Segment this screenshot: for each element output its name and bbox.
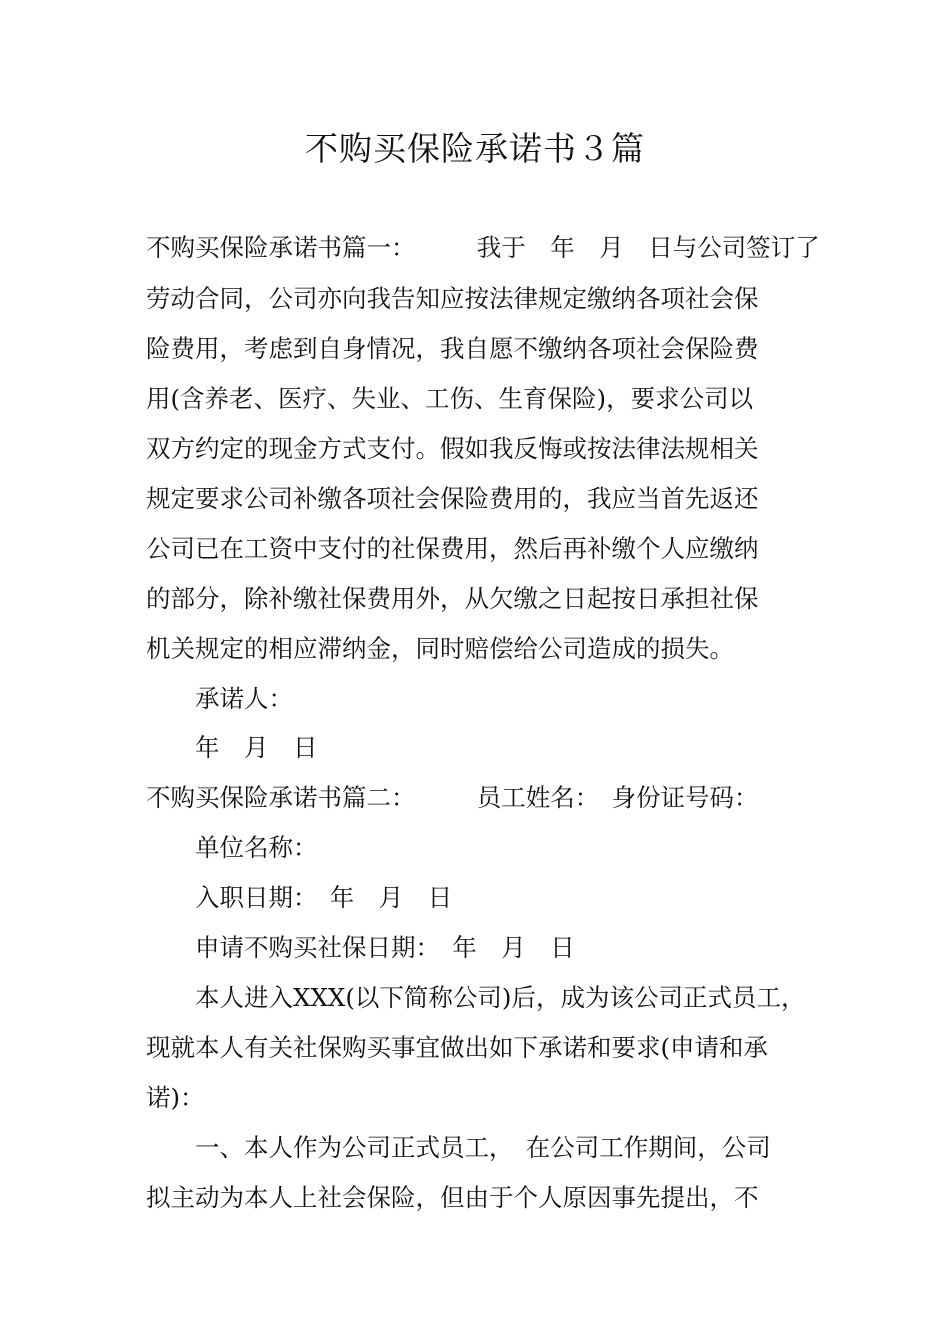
text-line: 本人进入XXX(以下简称公司)后，成为该公司正式员工， bbox=[195, 983, 806, 1012]
text-line: 公司已在工资中支付的社保费用，然后再补缴个人应缴纳 bbox=[146, 534, 759, 563]
company-name-label: 单位名称： bbox=[195, 833, 318, 862]
text-line: 一、本人作为公司正式员工， 在公司工作期间，公司 bbox=[195, 1133, 771, 1162]
text-line: 劳动合同，公司亦向我告知应按法律规定缴纳各项社会保 bbox=[146, 284, 759, 313]
document-title: 不购买保险承诺书３篇 bbox=[305, 129, 645, 168]
text-line: 双方约定的现金方式支付。假如我反悔或按法律法规相关 bbox=[146, 434, 759, 463]
application-date-line: 申请不购买社保日期： 年 月 日 bbox=[195, 933, 575, 962]
text-line: 不购买保险承诺书篇二： 员工姓名： 身份证号码： bbox=[146, 783, 759, 812]
text-line: 拟主动为本人上社会保险，但由于个人原因事先提出，不 bbox=[146, 1183, 759, 1212]
date-line: 年 月 日 bbox=[195, 733, 318, 762]
text-line: 用(含养老、医疗、失业、工伤、生育保险)，要求公司以 bbox=[146, 384, 754, 413]
text-line: 规定要求公司补缴各项社会保险费用的，我应当首先返还 bbox=[146, 484, 759, 513]
text-line: 不购买保险承诺书篇一： 我于 年 月 日与公司签订了 bbox=[146, 233, 820, 262]
text-line: 的部分，除补缴社保费用外，从欠缴之日起按日承担社保 bbox=[146, 584, 759, 613]
signer-label: 承诺人： bbox=[195, 684, 293, 713]
text-line: 诺)： bbox=[146, 1083, 205, 1112]
text-line: 机关规定的相应滞纳金，同时赔偿给公司造成的损失。 bbox=[146, 634, 734, 663]
text-line: 险费用，考虑到自身情况，我自愿不缴纳各项社会保险费 bbox=[146, 334, 759, 363]
text-line: 现就本人有关社保购买事宜做出如下承诺和要求(申请和承 bbox=[146, 1033, 769, 1062]
hire-date-line: 入职日期： 年 月 日 bbox=[195, 883, 453, 912]
